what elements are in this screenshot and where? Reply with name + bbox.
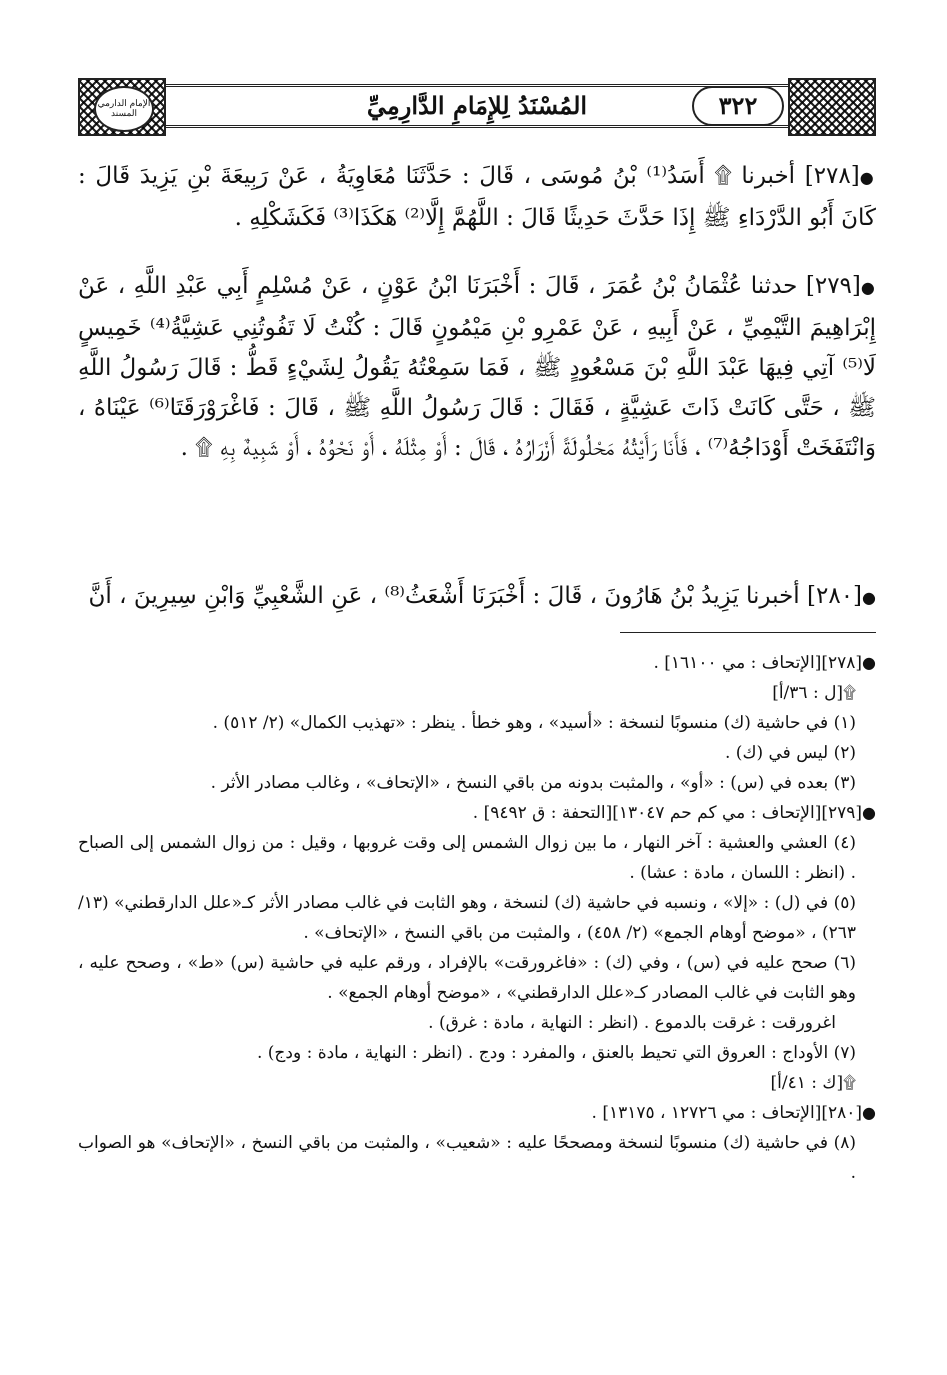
footnote: (٧) الأوداج : العروق التي تحيط بالعنق ، والمفرد : ودج . (انظر : النهاية ، مادة : ودج) .	[256, 1043, 856, 1063]
ornament-left	[78, 78, 166, 136]
bullet-icon: ●	[860, 278, 877, 297]
footnote: (٥) في (ل) : «إلا» ، ونسبه في حاشية (ك) لنسخة ، وهو الثابت في غالب مصادر الأثر كـ«علل الدارقطني» (١٣/ ٢٦٣) ، «موضح أوهام الجمع» (٢/ ٤٥٨) ، والمثبت من باقي النسخ ، «الإتحاف» .	[78, 893, 856, 943]
hadith-number: [٢٨٠]	[807, 583, 863, 609]
bullet-icon: ●	[859, 168, 876, 187]
footnote: (٤) العشي والعشية : آخر النهار ، ما بين زوال الشمس إلى وقت غروبها ، وقيل : من زوال الشمس إلى الصباح . (انظر : اللسان ، مادة : عشا) .	[78, 833, 856, 883]
bullet-icon: ●	[862, 588, 876, 607]
hadith-text: أخبرنا يَزِيدُ بْنُ هَارُونَ ، قَالَ : أَخْبَرَنَا أَشْعَثُ⁽⁸⁾ ، عَنِ الشَّعْبِيِّ وَابْنِ سِيرِينَ ، أَنَّ	[88, 583, 800, 609]
hadith-text: حدثنا عُثْمَانُ بْنُ عُمَرَ ، قَالَ : أَخْبَرَنَا ابْنُ عَوْنٍ ، عَنْ مُسْلِمٍ أَبِي عَبْدِ اللَّهِ ، عَنْ إِبْرَاهِيمَ التَّيْمِيِّ ، عَنْ أَبِيهِ ، عَنْ عَمْرِو بْنِ مَيْمُونٍ قَالَ : كُنْتُ لَا تَفُوتُنِي عَشِيَّةُ⁽⁴⁾ خَمِيسٍ لَا⁽⁵⁾ آتِي فِيهَا عَبْدَ اللَّهِ بْنَ مَسْعُودٍ ﷺ ، فَمَا سَمِعْتُهُ يَقُولُ لِشَيْءٍ قَطُّ : قَالَ رَسُولُ اللَّهِ ﷺ ، حَتَّى كَانَتْ ذَاتَ عَشِيَّةٍ ، فَقَالَ : قَالَ رَسُولُ اللَّهِ ﷺ ، قَالَ : فَاغْرَوْرَقَتَا⁽⁶⁾ عَيْنَاهُ ، وَانْتَفَخَتْ أَوْدَاجُهُ⁽⁷⁾ ، فَأَنَا رَأَيْتُهُ مَحْلُولَةً أَزْرَارُهُ ، قَالَ : أَوْ مِثْلَهُ ، أَوْ نَحْوُهُ ، أَوْ شَبِيهٌ بِهِ ۩ .	[78, 273, 877, 461]
footnote: (٨) في حاشية (ك) منسوبًا لنسخة ومصححًا عليه : «شعيب» ، والمثبت من باقي النسخ ، «الإتحاف» هو الصواب .	[78, 1133, 856, 1183]
hadith-278	[78, 156, 876, 238]
footnote: (٣) بعده في (س) : «أو» ، والمثبت بدونه من باقي النسخ ، «الإتحاف» ، وغالب مصادر الأثر .	[210, 773, 856, 793]
footnotes	[78, 648, 876, 1188]
seal-emblem	[94, 86, 154, 132]
footnote-ref: ●[٢٧٩][الإتحاف : مي كم حم ١٣٠٤٧][التحفة : ق ٩٤٩٢] .	[472, 803, 876, 823]
seal-text: الإمام الدارمي المسند	[97, 99, 151, 119]
footnote: (١) في حاشية (ك) منسوبًا لنسخة : «أسيد» ، وهو خطأ . ينظر : «تهذيب الكمال» (٢/ ٥١٢) .	[212, 713, 856, 733]
page-header	[78, 78, 876, 136]
footnote-ref: ●[٢٧٨][الإتحاف : مي ١٦١٠٠] .	[653, 653, 876, 673]
hadith-number: [٢٧٨]	[804, 163, 860, 189]
footnote: (٦) صحح عليه في (س) ، وفي (ك) : «فاغرورقت» بالإفراد ، ورقم عليه في حاشية (س) «ط» ، وصحح عليه ، وهو الثابت في غالب المصادر كـ«علل الدارقطني» ، «موضح أوهام الجمع» .	[78, 953, 857, 1003]
hadith-number: [٢٧٩]	[805, 273, 861, 299]
footnote: (٢) ليس في (ك) .	[725, 743, 856, 763]
hadith-text: أخبرنا ۩ أَسَدُ⁽¹⁾ بْنُ مُوسَى ، قَالَ : حَدَّثَنَا مُعَاوِيَةُ ، عَنْ رَبِيعَةَ بْنِ يَزِيدَ قَالَ : كَانَ أَبُو الدَّرْدَاءِ ﷺ إِذَا حَدَّثَ حَدِيثًا قَالَ : اللَّهُمَّ إِلَّا⁽²⁾ هَكَذَا⁽³⁾ فَكَشَكْلِهِ .	[78, 163, 876, 231]
hadith-280	[78, 576, 876, 618]
footnote-folio: ۩[ك : ٤١/أ]	[770, 1073, 856, 1093]
footnote-folio: ۩[ل : ٣٦/أ]	[772, 683, 856, 703]
page-number: ٣٢٢	[692, 86, 784, 126]
footnote-divider	[620, 632, 876, 633]
footnote-ref: ●[٢٨٠][الإتحاف : مي ١٢٧٢٦ ، ١٣١٧٥] .	[591, 1103, 876, 1123]
hadith-279	[78, 266, 876, 468]
page-title: المُسْنَدُ لِلإِمَامِ الدَّارِمِيِّ	[366, 91, 588, 120]
footnote-gloss: اغرورقت : غرقت بالدموع . (انظر : النهاية ، مادة : غرق) .	[428, 1013, 836, 1033]
ornament-right	[788, 78, 876, 136]
